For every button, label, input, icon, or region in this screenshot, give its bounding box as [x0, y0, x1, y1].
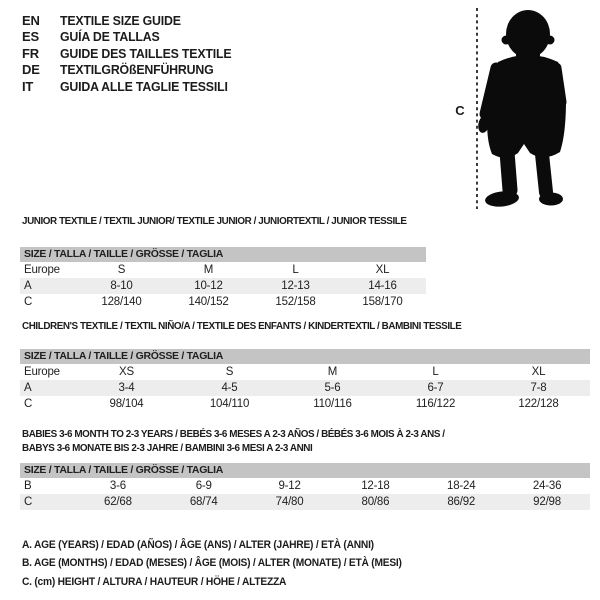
table-row — [20, 380, 590, 396]
lang-label: TEXTILGRÖßENFÜHRUNG — [60, 62, 214, 78]
cell: 68/74 — [161, 494, 247, 510]
lang-label: GUIDA ALLE TAGLIE TESSILI — [60, 78, 228, 94]
language-title-list — [22, 13, 240, 95]
lang-label: TEXTILE SIZE GUIDE — [60, 13, 181, 28]
cell: Europe — [24, 264, 60, 276]
junior-size-header-band: SIZE / TALLA / TAILLE / GRÖSSE / TAGLIA — [20, 247, 426, 262]
cell: S — [225, 366, 234, 378]
cell: 80/86 — [332, 494, 418, 510]
children-size-table — [20, 364, 590, 412]
table-row — [20, 396, 590, 412]
cell: L — [432, 366, 439, 378]
lang-row-fr — [22, 46, 240, 62]
cell: 3-6 — [109, 480, 126, 492]
table-row — [20, 278, 426, 294]
lang-row-es — [22, 29, 240, 45]
cell: A — [20, 278, 78, 294]
junior-section-title: JUNIOR TEXTILE / TEXTIL JUNIOR/ TEXTILE JUNIOR / JUNIORTEXTIL / JUNIOR TESSILE — [22, 215, 407, 227]
cell: 92/98 — [504, 494, 590, 510]
cell: 128/140 — [101, 296, 142, 308]
cell: 116/122 — [415, 398, 456, 410]
cell: C — [20, 494, 75, 510]
lang-row-it — [22, 79, 240, 95]
cell: 5-6 — [281, 380, 384, 396]
cell: 122/128 — [518, 398, 559, 410]
babies-title-line2: BABYS 3-6 MONATE BIS 2-3 JAHRE / BAMBINI 3-6 MESI A 2-3 ANNI — [22, 442, 313, 454]
cell: 9-12 — [278, 480, 301, 492]
cell: 6-7 — [384, 380, 487, 396]
lang-code: IT — [22, 78, 34, 94]
children-size-header-band: SIZE / TALLA / TAILLE / GRÖSSE / TAGLIA — [20, 349, 590, 364]
cell: A — [20, 380, 75, 396]
cell: C — [24, 296, 33, 308]
baby-silhouette-icon — [476, 10, 566, 208]
children-section-title: CHILDREN'S TEXTILE / TEXTIL NIÑO/A / TEXTILE DES ENFANTS / KINDERTEXTIL / BAMBINI TESSILE — [22, 320, 462, 332]
table-row — [20, 294, 426, 310]
cell: C — [24, 398, 33, 410]
babies-section-title — [22, 427, 445, 455]
cell: S — [117, 264, 126, 276]
cell: 86/92 — [418, 494, 504, 510]
lang-code: ES — [22, 29, 39, 45]
legend-line-c: C. (cm) HEIGHT / ALTURA / HAUTEUR / HÖHE / ALTEZZA — [22, 575, 287, 588]
cell: 158/170 — [362, 296, 403, 308]
cell: 7-8 — [487, 380, 590, 396]
junior-size-table — [20, 262, 426, 310]
table-row — [20, 478, 590, 494]
cell: 4-5 — [178, 380, 281, 396]
cell: M — [327, 366, 338, 378]
cell: L — [292, 264, 299, 276]
height-measure-label: C — [455, 103, 465, 118]
cell: 24-36 — [532, 480, 562, 492]
cell: 140/152 — [188, 296, 229, 308]
lang-code: DE — [22, 62, 40, 78]
cell: 8-10 — [78, 278, 165, 294]
legend-line-b: B. AGE (MONTHS) / EDAD (MESES) / ÂGE (MOIS) / ALTER (MONATE) / ETÀ (MESI) — [22, 557, 402, 570]
legend-line-a: A. AGE (YEARS) / EDAD (AÑOS) / ÂGE (ANS) / ALTER (JAHRE) / ETÀ (ANNI) — [22, 539, 374, 551]
lang-label: GUIDE DES TAILLES TEXTILE — [60, 45, 232, 61]
cell: XS — [119, 366, 134, 378]
lang-row-de — [22, 62, 240, 78]
cell: M — [203, 264, 214, 276]
table-row — [20, 364, 590, 380]
cell: 110/116 — [313, 398, 352, 410]
lang-code: FR — [22, 45, 39, 61]
cell: XL — [531, 366, 546, 378]
lang-row-en — [22, 13, 240, 29]
lang-code: EN — [22, 13, 40, 28]
cell: 104/110 — [209, 398, 250, 410]
lang-label: GUÍA DE TALLAS — [60, 29, 160, 45]
cell: 10-12 — [165, 278, 252, 294]
babies-size-header-band: SIZE / TALLA / TAILLE / GRÖSSE / TAGLIA — [20, 463, 590, 478]
cell: 18-24 — [447, 480, 476, 492]
table-row — [20, 494, 590, 510]
cell: B — [24, 480, 32, 492]
cell: 12-18 — [361, 480, 390, 492]
cell: 74/80 — [247, 494, 333, 510]
cell: 14-16 — [339, 278, 426, 294]
cell: 6-9 — [195, 480, 212, 492]
cell: 98/104 — [109, 398, 144, 410]
babies-title-line1: BABIES 3-6 MONTH TO 2-3 YEARS / BEBÉS 3-6 MESES A 2-3 AÑOS / BÉBÉS 3-6 MOIS À 2-3 ANS / — [22, 428, 445, 440]
cell: 12-13 — [252, 278, 339, 294]
cell: Europe — [24, 366, 60, 378]
cell: XL — [375, 264, 390, 276]
cell: 3-4 — [75, 380, 178, 396]
cell: 62/68 — [75, 494, 161, 510]
baby-silhouette-figure — [452, 4, 600, 216]
table-row — [20, 262, 426, 278]
measure-legend — [22, 536, 430, 591]
babies-size-table — [20, 478, 590, 510]
cell: 152/158 — [275, 296, 316, 308]
